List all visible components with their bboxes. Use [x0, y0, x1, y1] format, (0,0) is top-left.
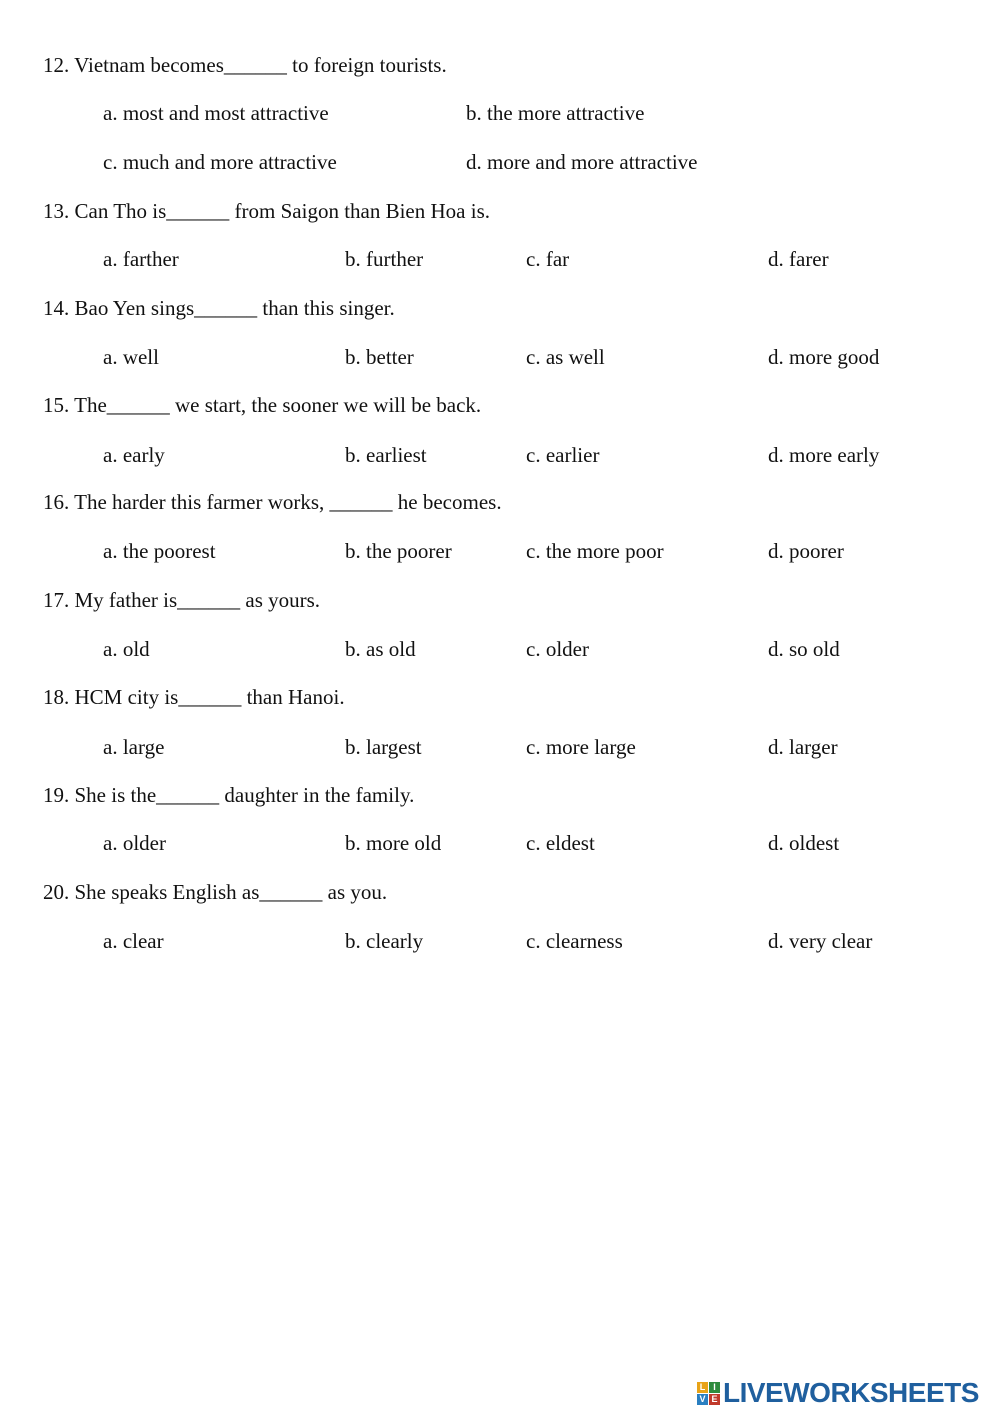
- question-18-stem: 18. HCM city is______ than Hanoi.: [43, 685, 345, 709]
- question-19-stem: 19. She is the______ daughter in the family.: [43, 783, 415, 807]
- question-14-option-b[interactable]: b. better: [345, 345, 414, 369]
- question-18-option-d[interactable]: d. larger: [768, 735, 838, 759]
- question-13-option-a[interactable]: a. farther: [103, 247, 179, 271]
- question-14-option-d[interactable]: d. more good: [768, 345, 880, 369]
- question-12-option-b[interactable]: b. the more attractive: [466, 101, 645, 125]
- question-17-stem: 17. My father is______ as yours.: [43, 588, 321, 612]
- question-20-option-d[interactable]: d. very clear: [768, 929, 873, 953]
- question-16-option-a[interactable]: a. the poorest: [103, 539, 216, 563]
- logo-mark-letter: E: [709, 1394, 720, 1405]
- question-12-option-a[interactable]: a. most and most attractive: [103, 101, 329, 125]
- question-20-option-c[interactable]: c. clearness: [526, 929, 623, 953]
- question-16-option-d[interactable]: d. poorer: [768, 539, 844, 563]
- question-17-option-c[interactable]: c. older: [526, 637, 589, 661]
- question-20-option-b[interactable]: b. clearly: [345, 929, 424, 953]
- question-18-option-c[interactable]: c. more large: [526, 735, 636, 759]
- logo-mark-icon: [697, 1382, 720, 1405]
- question-13-stem: 13. Can Tho is______ from Saigon than Bien Hoa is.: [43, 199, 490, 223]
- question-15-option-c[interactable]: c. earlier: [526, 443, 600, 467]
- question-17-option-a[interactable]: a. old: [103, 637, 150, 661]
- question-18-option-b[interactable]: b. largest: [345, 735, 422, 759]
- question-12-option-c[interactable]: c. much and more attractive: [103, 150, 337, 174]
- question-12-option-d[interactable]: d. more and more attractive: [466, 150, 698, 174]
- question-19-option-a[interactable]: a. older: [103, 831, 166, 855]
- question-14-option-a[interactable]: a. well: [103, 345, 159, 369]
- question-20-stem: 20. She speaks English as______ as you.: [43, 880, 388, 904]
- liveworksheets-logo: [697, 1378, 979, 1408]
- question-15-option-d[interactable]: d. more early: [768, 443, 880, 467]
- logo-text: LIVEWORKSHEETS: [723, 1377, 979, 1408]
- question-20-option-a[interactable]: a. clear: [103, 929, 164, 953]
- question-15-option-b[interactable]: b. earliest: [345, 443, 427, 467]
- question-13-option-b[interactable]: b. further: [345, 247, 424, 271]
- logo-mark-letter: V: [697, 1394, 708, 1405]
- question-19-option-d[interactable]: d. oldest: [768, 831, 840, 855]
- question-17-option-d[interactable]: d. so old: [768, 637, 840, 661]
- logo-mark-letter: I: [709, 1382, 720, 1393]
- question-15-option-a[interactable]: a. early: [103, 443, 165, 467]
- question-18-option-a[interactable]: a. large: [103, 735, 165, 759]
- question-19-option-b[interactable]: b. more old: [345, 831, 442, 855]
- question-16-option-c[interactable]: c. the more poor: [526, 539, 664, 563]
- question-17-option-b[interactable]: b. as old: [345, 637, 416, 661]
- question-13-option-d[interactable]: d. farer: [768, 247, 829, 271]
- logo-mark-letter: L: [697, 1382, 708, 1393]
- question-14-option-c[interactable]: c. as well: [526, 345, 605, 369]
- question-16-stem: 16. The harder this farmer works, ______ he becomes.: [43, 490, 502, 514]
- question-14-stem: 14. Bao Yen sings______ than this singer.: [43, 296, 395, 320]
- question-12-stem: 12. Vietnam becomes______ to foreign tourists.: [43, 53, 447, 77]
- question-19-option-c[interactable]: c. eldest: [526, 831, 595, 855]
- question-15-stem: 15. The______ we start, the sooner we will be back.: [43, 393, 482, 417]
- question-16-option-b[interactable]: b. the poorer: [345, 539, 452, 563]
- question-13-option-c[interactable]: c. far: [526, 247, 570, 271]
